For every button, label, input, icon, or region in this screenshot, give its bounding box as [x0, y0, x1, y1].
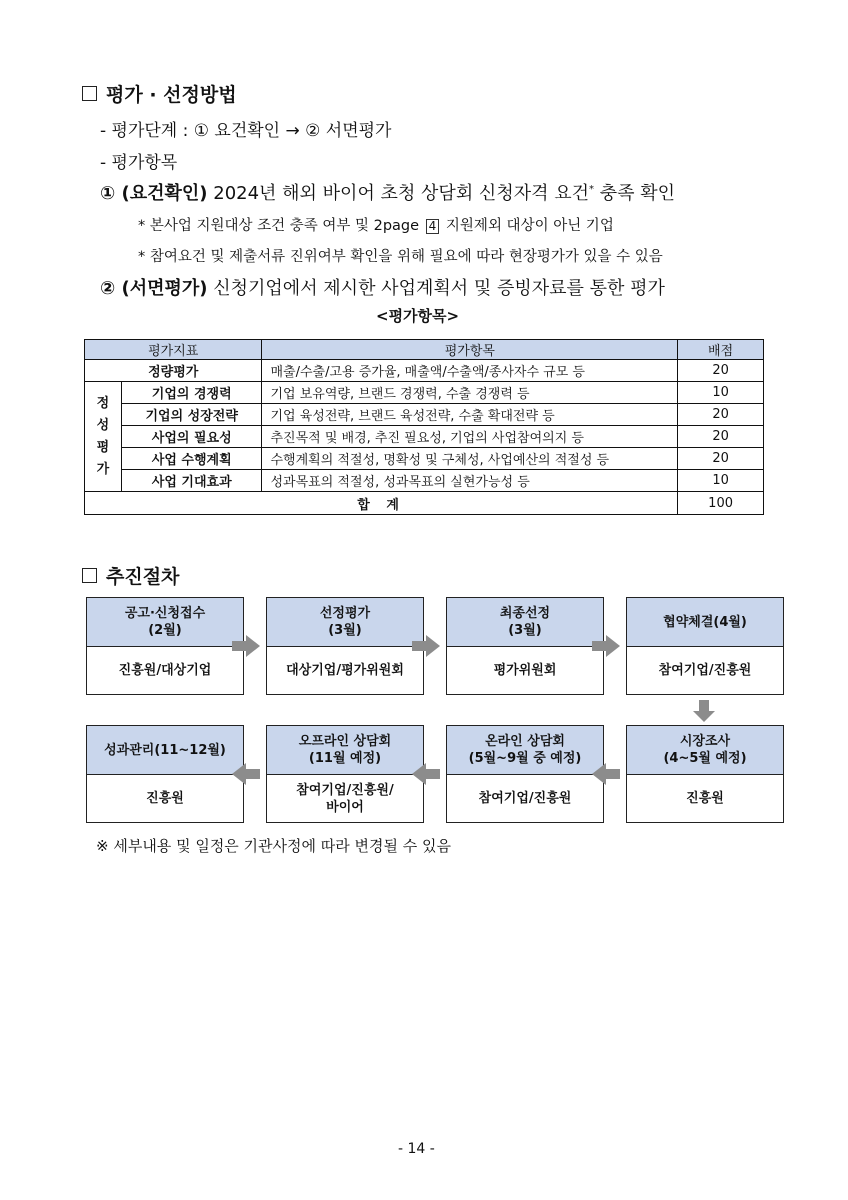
- step-box: [446, 725, 604, 823]
- note1-boxed-number: 4: [426, 219, 440, 234]
- arrow-left-icon: [412, 763, 440, 785]
- row-category: 정량평가: [85, 360, 262, 382]
- row-items: 추진목적 및 배경, 추진 필요성, 기업의 사업참여의지 등: [262, 426, 678, 448]
- qual-char: 가: [96, 461, 110, 477]
- step-head: 선정평가 (3월): [267, 598, 423, 647]
- table-total-row: [85, 492, 764, 515]
- step-head: 온라인 상담회 (5월~9월 중 예정): [447, 726, 603, 775]
- page-number: - 14 -: [398, 1141, 435, 1157]
- evaluation-table: [84, 339, 764, 515]
- step-body: 참여기업/진흥원: [658, 663, 752, 678]
- item1-line: [100, 179, 675, 205]
- row-category: 사업 기대효과: [121, 470, 262, 492]
- header-score: 배점: [678, 340, 764, 360]
- row-category: 사업 수행계획: [121, 448, 262, 470]
- table-row-quant: [85, 360, 764, 382]
- item2-line: [100, 274, 665, 300]
- section-title-procedure: [82, 562, 179, 589]
- row-score: 20: [678, 404, 764, 426]
- step-head: 공고·신청접수 (2월): [87, 598, 243, 647]
- arrow-right-icon: [412, 635, 440, 657]
- row-items: 수행계획의 적절성, 명확성 및 구체성, 사업예산의 적절성 등: [262, 448, 678, 470]
- row-score: 20: [678, 360, 764, 382]
- table-row: [85, 426, 764, 448]
- step-box: [626, 725, 784, 823]
- qual-char: 성: [96, 417, 110, 433]
- table-row: [85, 404, 764, 426]
- note1-text-a: * 본사업 지원대상 조건 충족 여부 및 2page: [138, 218, 420, 234]
- step-box: [86, 725, 244, 823]
- qualitative-label: [85, 382, 122, 492]
- item1-sup: *: [588, 184, 594, 195]
- item2-label: ② (서면평가): [100, 278, 208, 299]
- step-head: 최종선정 (3월): [447, 598, 603, 647]
- arrow-left-icon: [592, 763, 620, 785]
- stage-line: - 평가단계 : ① 요건확인 → ② 서면평가: [100, 121, 392, 141]
- row-category: 기업의 성장전략: [121, 404, 262, 426]
- item1-text: 2024년 해외 바이어 초청 상담회 신청자격 요건: [213, 183, 589, 204]
- table-row: [85, 448, 764, 470]
- step-box: [626, 597, 784, 695]
- row-score: 10: [678, 470, 764, 492]
- checkbox-square-icon: [82, 86, 97, 101]
- item2-text: 신청기업에서 제시한 사업계획서 및 증빙자료를 통한 평가: [213, 278, 665, 299]
- arrow-right-icon: [232, 635, 260, 657]
- total-score: 100: [678, 492, 764, 515]
- header-items: 평가항목: [262, 340, 678, 360]
- row-items: 성과목표의 적절성, 성과목표의 실현가능성 등: [262, 470, 678, 492]
- item1-tail: 충족 확인: [599, 183, 675, 204]
- table-row: [85, 382, 764, 404]
- step-box: [86, 597, 244, 695]
- row-score: 10: [678, 382, 764, 404]
- qual-char: 정: [96, 395, 110, 411]
- header-indicator: 평가지표: [85, 340, 262, 360]
- section-title-text: 추진절차: [106, 566, 180, 588]
- row-items: 기업 보유역량, 브랜드 경쟁력, 수출 경쟁력 등: [262, 382, 678, 404]
- step-box: [446, 597, 604, 695]
- arrow-right-icon: [592, 635, 620, 657]
- step-head: 성과관리(11~12월): [87, 726, 243, 775]
- section-title-text: 평가 · 선정방법: [106, 84, 237, 106]
- table-header-row: [85, 340, 764, 360]
- step-body: 진흥원: [146, 791, 184, 806]
- step-body: 진흥원: [686, 791, 724, 806]
- arrow-left-icon: [232, 763, 260, 785]
- row-items: 매출/수출/고용 증가율, 매출액/수출액/종사자수 규모 등: [262, 360, 678, 382]
- note1: [138, 214, 614, 235]
- row-score: 20: [678, 426, 764, 448]
- note2: * 참여요건 및 제출서류 진위여부 확인을 위해 필요에 따라 현장평가가 있을 수 있음: [138, 249, 663, 265]
- step-box: [266, 597, 424, 695]
- row-score: 20: [678, 448, 764, 470]
- arrow-down-icon: [693, 700, 715, 722]
- items-line: - 평가항목: [100, 153, 178, 173]
- step-body: 참여기업/진흥원/ 바이어: [296, 782, 394, 815]
- step-body: 대상기업/평가위원회: [286, 663, 404, 678]
- step-body: 참여기업/진흥원: [478, 791, 572, 806]
- row-items: 기업 육성전략, 브랜드 육성전략, 수출 확대전략 등: [262, 404, 678, 426]
- total-label: 합 계: [85, 492, 678, 515]
- checkbox-square-icon: [82, 568, 97, 583]
- row-category: 사업의 필요성: [121, 426, 262, 448]
- table-row: [85, 470, 764, 492]
- step-box: [266, 725, 424, 823]
- step-head: 오프라인 상담회 (11월 예정): [267, 726, 423, 775]
- step-head: 협약체결(4월): [627, 598, 783, 647]
- footnote: ※ 세부내용 및 일정은 기관사정에 따라 변경될 수 있음: [96, 837, 452, 855]
- note1-text-b: 지원제외 대상이 아닌 기업: [445, 218, 614, 234]
- item1-label: ① (요건확인): [100, 183, 208, 204]
- section-title-evaluation: [82, 80, 237, 107]
- qual-char: 평: [96, 439, 110, 455]
- step-body: 평가위원회: [493, 663, 557, 678]
- table-caption: <평가항목>: [376, 307, 460, 325]
- row-category: 기업의 경쟁력: [121, 382, 262, 404]
- step-head: 시장조사 (4~5월 예정): [627, 726, 783, 775]
- step-body: 진흥원/대상기업: [118, 663, 212, 678]
